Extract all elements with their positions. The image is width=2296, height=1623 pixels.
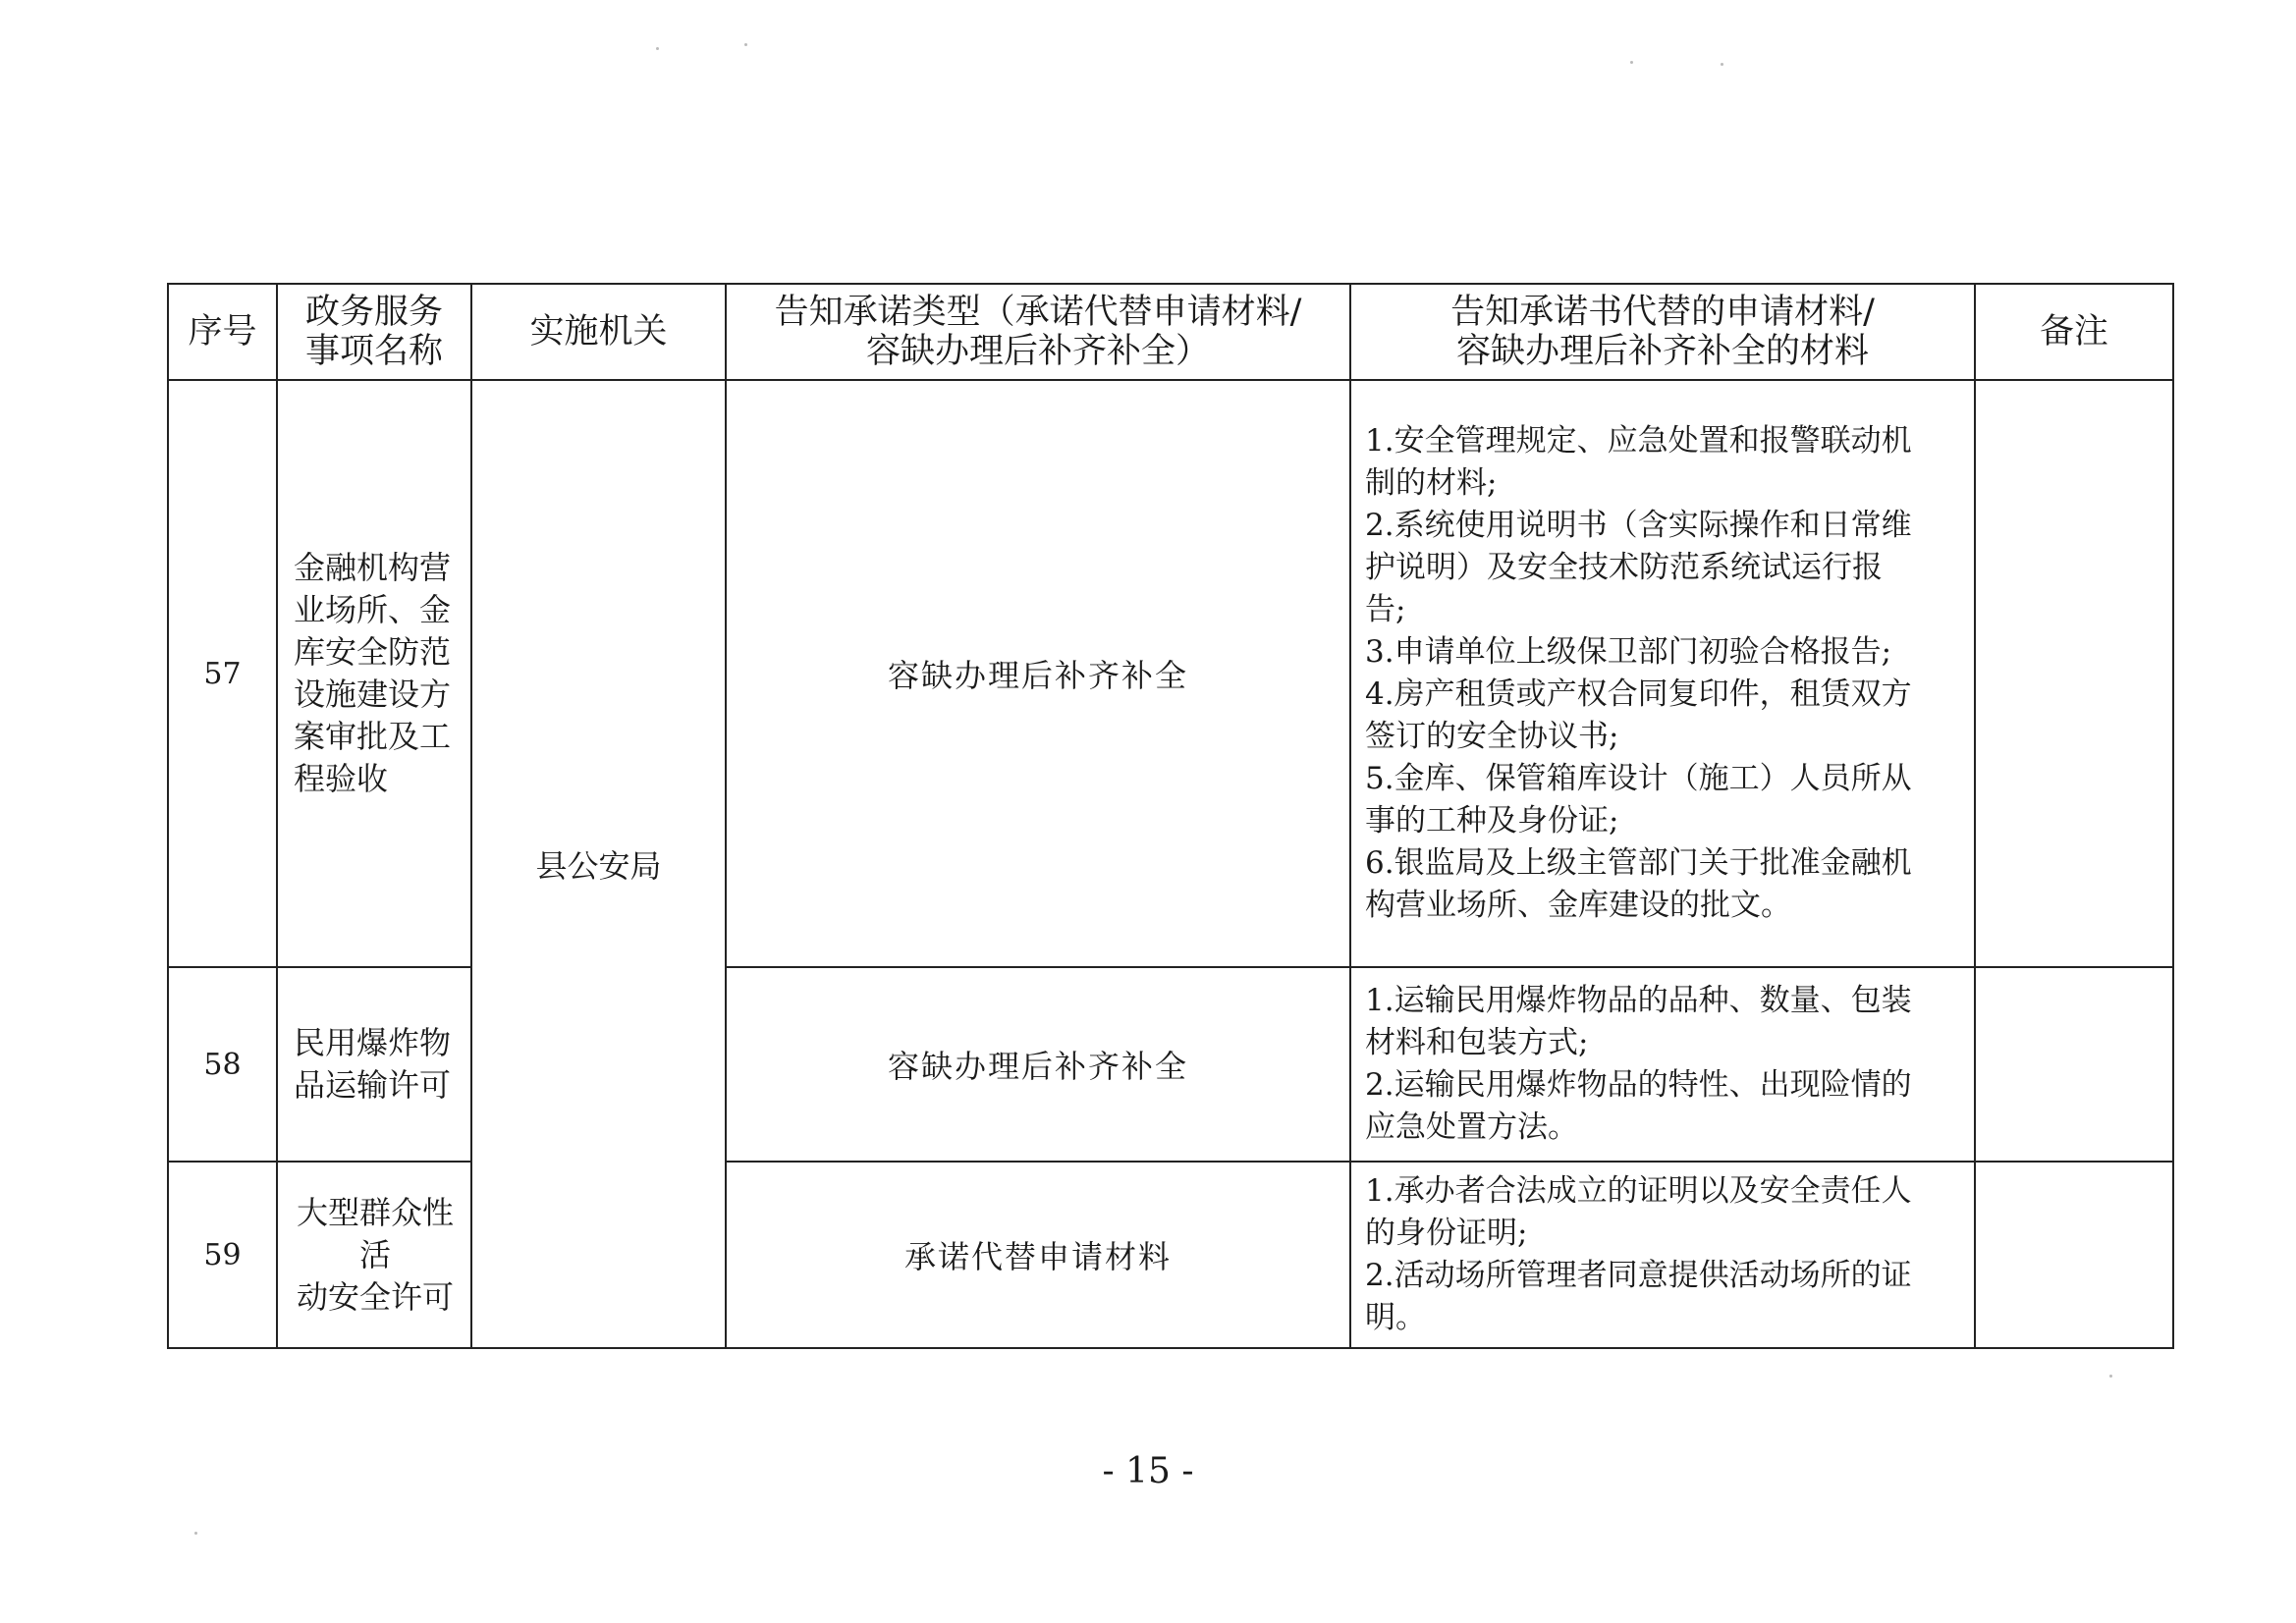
table-row (168, 380, 2173, 967)
material-line: 6.银监局及上级主管部门关于批准金融机 (1365, 845, 1912, 881)
material-line: 应急处置方法。 (1365, 1109, 1578, 1145)
row-seq: 58 (168, 967, 277, 1162)
scan-speck (1630, 61, 1633, 64)
header-materials (1350, 284, 1975, 380)
scan-speck (1721, 63, 1723, 66)
row-promise-type: 容缺办理后补齐补全 (726, 380, 1350, 967)
material-line: 护说明）及安全技术防范系统试运行报 (1365, 550, 1883, 585)
header-materials-line: 容缺办理后补齐补全的材料 (1455, 332, 1869, 371)
service-name-line: 金融机构营 (294, 549, 452, 586)
row-remarks (1975, 1162, 2173, 1348)
header-promise-type-line: 告知承诺类型（承诺代替申请材料/ (774, 293, 1302, 332)
row-service-name (277, 1162, 471, 1348)
material-line: 2.运输民用爆炸物品的特性、出现险情的 (1365, 1067, 1912, 1103)
table-header-row (168, 284, 2173, 380)
material-line: 告; (1365, 592, 1406, 627)
material-line: 5.金库、保管箱库设计（施工）人员所从 (1365, 761, 1912, 796)
material-line: 构营业场所、金库建设的批文。 (1365, 888, 1791, 923)
service-name-line: 案审批及工 (294, 718, 452, 755)
material-line: 2.活动场所管理者同意提供活动场所的证 (1365, 1258, 1912, 1293)
service-name-line: 民用爆炸物 (294, 1024, 452, 1061)
header-service-name-line: 事项名称 (304, 332, 443, 371)
scan-speck (656, 47, 659, 50)
material-line: 签订的安全协议书; (1365, 719, 1619, 754)
row-remarks (1975, 967, 2173, 1162)
material-line: 事的工种及身份证; (1365, 803, 1619, 839)
service-name-line: 设施建设方 (294, 676, 452, 713)
service-name-line: 库安全防范 (294, 633, 452, 671)
scan-speck (2109, 1375, 2112, 1378)
table-row (168, 967, 2173, 1162)
scan-speck (194, 1532, 197, 1535)
service-name-line: 业场所、金 (294, 591, 452, 628)
row-seq: 59 (168, 1162, 277, 1348)
material-line: 1.安全管理规定、应急处置和报警联动机 (1365, 423, 1912, 459)
table-row (168, 1162, 2173, 1348)
material-line: 3.申请单位上级保卫部门初验合格报告; (1365, 634, 1892, 670)
service-name-line: 程验收 (294, 760, 389, 797)
header-promise-type-line: 容缺办理后补齐补全） (865, 332, 1210, 371)
header-agency: 实施机关 (471, 284, 726, 380)
material-line: 1.承办者合法成立的证明以及安全责任人 (1365, 1173, 1912, 1209)
row-seq: 57 (168, 380, 277, 967)
material-line: 1.运输民用爆炸物品的品种、数量、包装 (1365, 983, 1912, 1018)
material-line: 2.系统使用说明书（含实际操作和日常维 (1365, 508, 1912, 543)
service-name-line: 品运输许可 (294, 1066, 452, 1104)
page-number: - 15 - (1102, 1451, 1194, 1491)
material-line: 明。 (1365, 1300, 1426, 1335)
row-agency: 县公安局 (471, 380, 726, 1348)
header-service-name-line: 政务服务 (304, 293, 443, 332)
header-service-name (277, 284, 471, 380)
row-materials (1350, 967, 1975, 1162)
header-seq: 序号 (168, 284, 277, 380)
service-name-line: 大型群众性活 (296, 1193, 454, 1273)
row-service-name (277, 967, 471, 1162)
material-line: 4.房产租赁或产权合同复印件，租赁双方 (1365, 676, 1912, 712)
header-materials-line: 告知承诺书代替的申请材料/ (1450, 293, 1875, 332)
service-name-line: 动安全许可 (296, 1277, 454, 1316)
row-service-name (277, 380, 471, 967)
material-line: 的身份证明; (1365, 1216, 1528, 1251)
row-remarks (1975, 380, 2173, 967)
scan-speck (744, 43, 747, 46)
material-line: 材料和包装方式; (1365, 1025, 1589, 1060)
header-promise-type (726, 284, 1350, 380)
service-items-table (167, 283, 2174, 1349)
row-materials (1350, 380, 1975, 967)
header-remarks: 备注 (1975, 284, 2173, 380)
row-promise-type: 容缺办理后补齐补全 (726, 967, 1350, 1162)
row-materials (1350, 1162, 1975, 1348)
row-promise-type: 承诺代替申请材料 (726, 1162, 1350, 1348)
material-line: 制的材料; (1365, 465, 1498, 501)
